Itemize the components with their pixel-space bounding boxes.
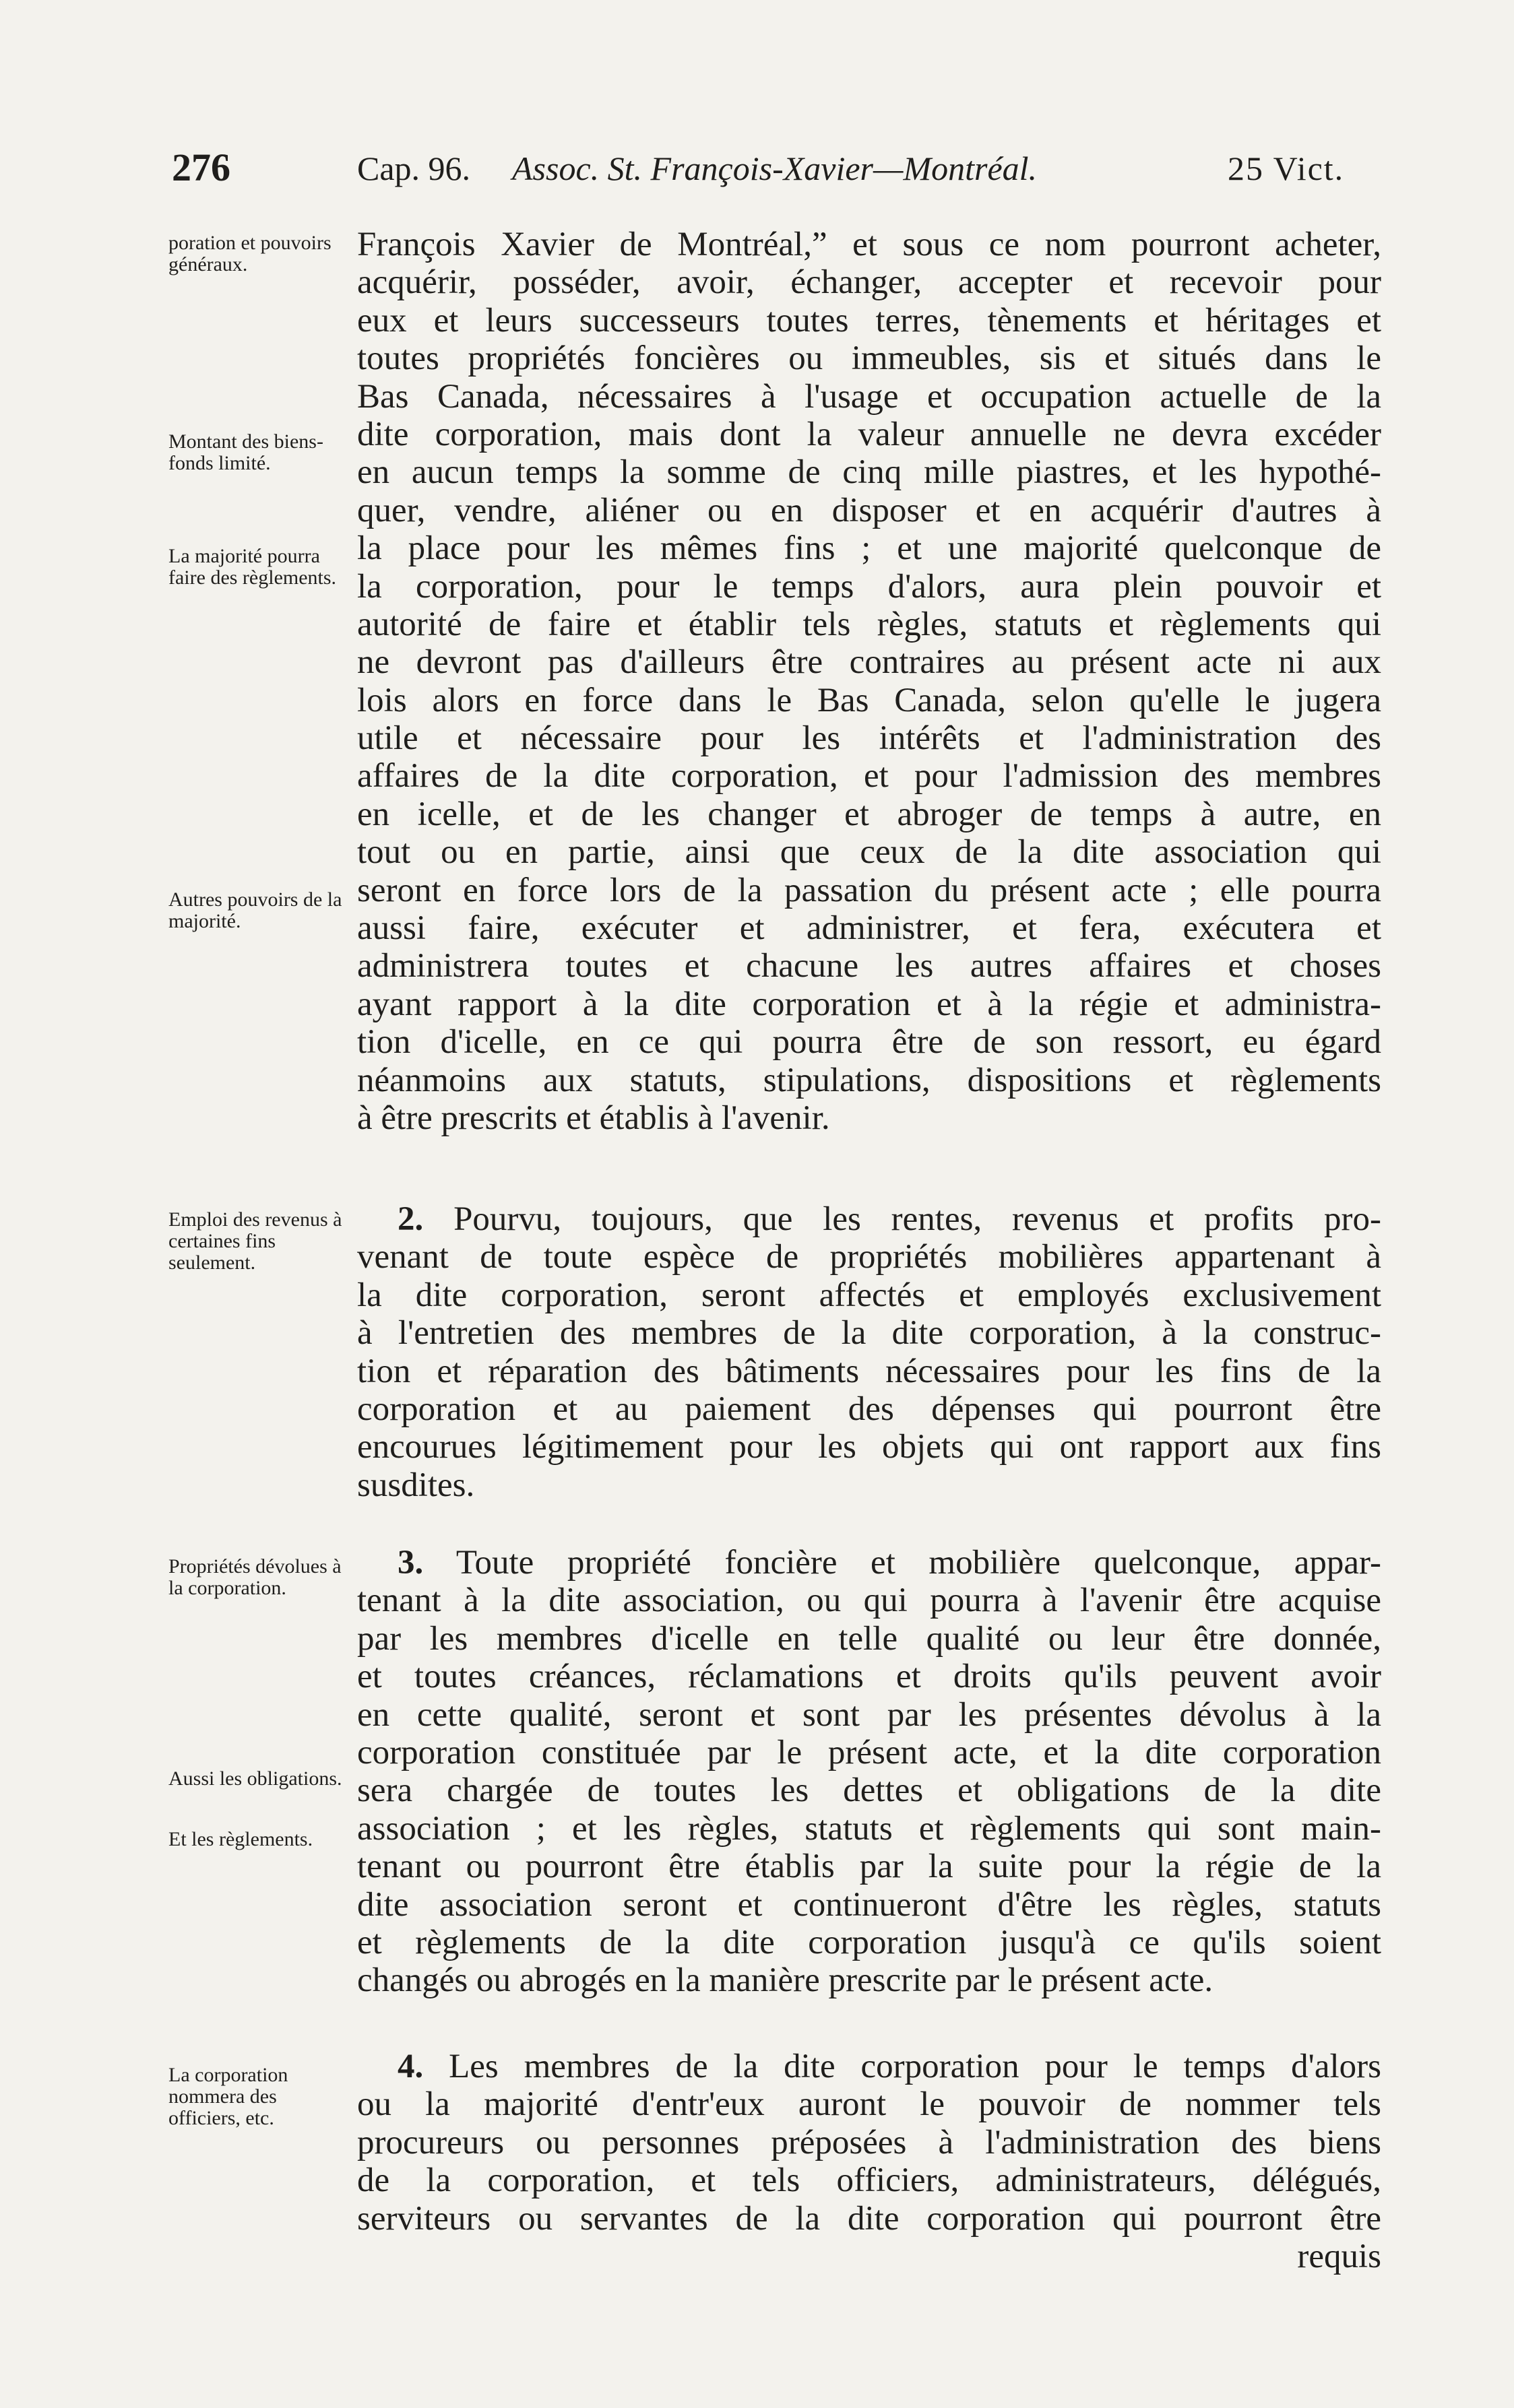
text-line: la dite corporation, seront affectés et employés exclusivement [357,1276,1381,1314]
text-line: administrera toutes et chacune les autres affaires et choses [357,947,1381,985]
text-line: susdites. [357,1466,475,1504]
text-line: 2. Pourvu, toujours, que les rentes, revenus et profits pro- [398,1200,1381,1238]
text-line: tion d'icelle, en ce qui pourra être de son ressort, eu égard [357,1023,1381,1062]
chapter-number: Cap. 96. [357,150,471,187]
text-line: association ; et les règles, statuts et règlements qui sont main- [357,1809,1381,1848]
text-line: ayant rapport à la dite corporation et à la régie et administra- [357,985,1381,1023]
text-line: la corporation, pour le temps d'alors, aura plein pouvoir et [357,567,1381,606]
margin-note: Propriétés dévolues à la corporation. [168,1555,342,1599]
text-line: néanmoins aux statuts, stipulations, dispositions et règlements [357,1061,1381,1099]
text-line: en aucun temps la somme de cinq mille piastres, et les hypothé- [357,453,1381,492]
text-line: et règlements de la dite corporation jusqu'à ce qu'ils soient [357,1923,1381,1961]
text-line: de la corporation, et tels officiers, administrateurs, délégués, [357,2161,1381,2200]
section-2 [357,1200,1381,1504]
text-line: tout ou en partie, ainsi que ceux de la dite association qui [357,833,1381,872]
text-line: 4. Les membres de la dite corporation pour le temps d'alors [398,2048,1381,2085]
text-line: seront en force lors de la passation du présent acte ; elle pourra [357,871,1381,909]
text-line: procureurs ou personnes préposées à l'administration des biens [357,2123,1381,2161]
text-line: autorité de faire et établir tels règles, statuts et règlements qui [357,605,1381,643]
text-line: dite corporation, mais dont la valeur annuelle ne devra excéder [357,415,1381,453]
text-line: serviteurs ou servantes de la dite corporation qui pourront être [357,2199,1381,2238]
text-line: corporation et au paiement des dépenses qui pourront être [357,1390,1381,1428]
text-line: la place pour les mêmes fins ; et une majorité quelconque de [357,529,1381,568]
text-line: ne devront pas d'ailleurs être contraires au présent acte ni aux [357,643,1381,682]
text-line: tion et réparation des bâtiments nécessaires pour les fins de la [357,1352,1381,1390]
text-line: affaires de la dite corporation, et pour l'admission des membres [357,757,1381,795]
section-number: 2. [398,1200,424,1238]
margin-note: La majorité pourra faire des règlements. [168,545,337,589]
text-line: corporation constituée par le présent acte, et la dite corporation [357,1733,1381,1771]
running-title: Assoc. St. François-Xavier—Montréal. [512,150,1038,187]
section-3 [357,1544,1381,2000]
text-line: sera chargée de toutes les dettes et obligations de la dite [357,1771,1381,1810]
text-line: lois alors en force dans le Bas Canada, selon qu'elle le jugera [357,681,1381,719]
text-line: et toutes créances, réclamations et droits qu'ils peuvent avoir [357,1658,1381,1696]
text-line: à l'entretien des membres de la dite corporation, à la construc- [357,1314,1381,1353]
text-line: ou la majorité d'entr'eux auront le pouvoir de nommer tels [357,2085,1381,2124]
paragraph-1 [357,226,1381,1137]
text-line: changés ou abrogés en la manière prescrite par le présent acte. [357,1961,1213,2000]
text-line: en cette qualité, seront et sont par les présentes dévolus à la [357,1695,1381,1734]
regnal-year: 25 Vict. [1228,150,1345,187]
text-line: aussi faire, exécuter et administrer, et fera, exécutera et [357,909,1381,948]
page-number: 276 [172,145,230,189]
text-line: quer, vendre, aliéner ou en disposer et en acquérir d'autres à [357,491,1381,529]
running-header [0,145,1514,205]
section-number: 4. [398,2048,424,2085]
margin-note: Emploi des revenus à certaines fins seulement. [168,1208,342,1274]
text-line: encourues légitimement pour les objets qui ont rapport aux fins [357,1428,1381,1466]
text-line: tenant ou pourront être établis par la suite pour la régie de la [357,1848,1381,1886]
catchword: requis [1297,2237,1381,2275]
text-line: à être prescrits et établis à l'avenir. [357,1099,830,1137]
text-line: venant de toute espèce de propriétés mobilières appartenant à [357,1238,1381,1276]
margin-note: poration et pouvoirs généraux. [168,232,332,275]
margin-note: Montant des biens-fonds limité. [168,430,323,474]
text-line: dite association seront et continueront d'être les règles, statuts [357,1885,1381,1924]
text-line: tenant à la dite association, ou qui pourra à l'avenir être acquise [357,1582,1381,1620]
margin-note: La corporation nommera des officiers, etc. [168,2064,288,2129]
text-line: 3. Toute propriété foncière et mobilière quelconque, appar- [398,1544,1381,1582]
margin-note: Aussi les obligations. [168,1767,342,1790]
text-line: acquérir, posséder, avoir, échanger, accepter et recevoir pour [357,263,1381,302]
text-line: utile et nécessaire pour les intérêts et l'administration des [357,719,1381,758]
margin-note: Et les règlements. [168,1828,313,1850]
section-4 [357,2048,1381,2275]
text-line: eux et leurs successeurs toutes terres, tènements et héritages et [357,301,1381,339]
section-number: 3. [398,1544,424,1582]
text-line: Bas Canada, nécessaires à l'usage et occupation actuelle de la [357,377,1381,416]
text-line: François Xavier de Montréal,” et sous ce nom pourront acheter, [357,226,1381,263]
text-line: toutes propriétés foncières ou immeubles, sis et situés dans le [357,339,1381,378]
text-line: en icelle, et de les changer et abroger de temps à autre, en [357,795,1381,833]
margin-note: Autres pouvoirs de la majorité. [168,888,342,932]
text-line: par les membres d'icelle en telle qualité ou leur être donnée, [357,1619,1381,1658]
